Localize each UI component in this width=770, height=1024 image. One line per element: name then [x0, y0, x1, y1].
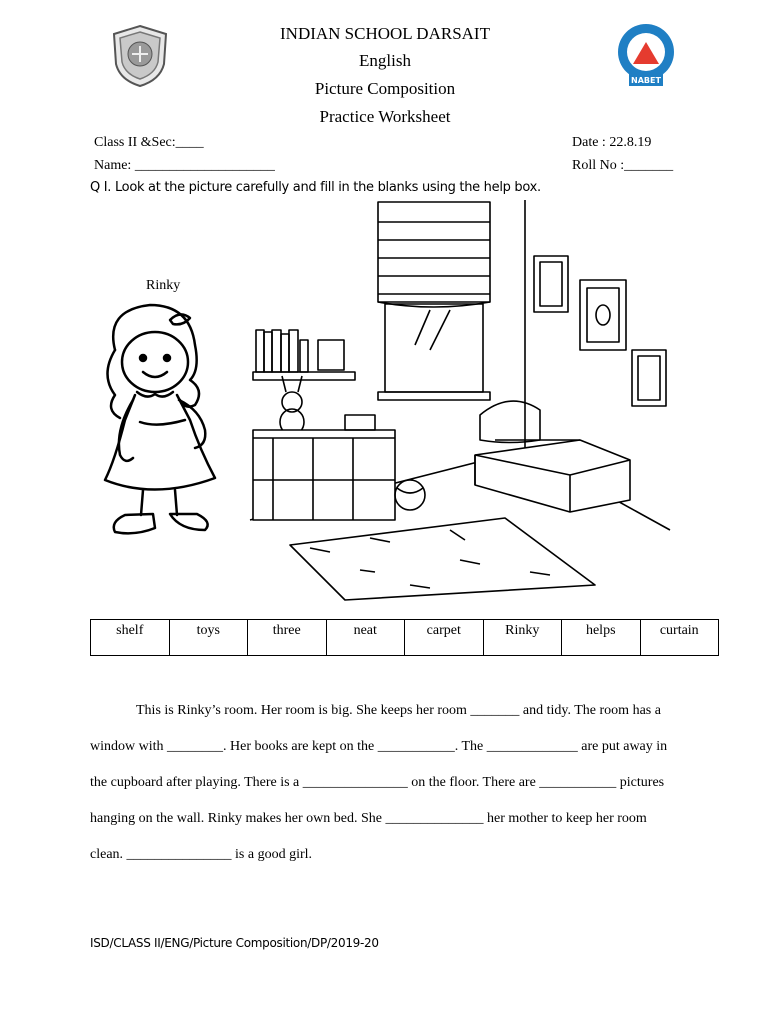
bedroom-illustration — [250, 200, 690, 600]
paragraph-line: the cupboard after playing. There is a _______________ on the floor. There are ___________ pictures — [90, 775, 665, 790]
paragraph-line: clean. _______________ is a good girl. — [90, 847, 313, 862]
help-word: shelf — [91, 620, 170, 656]
help-word: carpet — [405, 620, 484, 656]
help-box-table — [90, 619, 719, 656]
question-instruction: Q I. Look at the picture carefully and fill in the blanks using the help box. — [90, 180, 541, 195]
badge-text: NABET — [631, 76, 661, 85]
paragraph-line: window with ________. Her books are kept on the ___________. The _____________ are put away in — [90, 739, 668, 754]
subject-title: English — [359, 51, 411, 70]
girl-illustration — [95, 300, 235, 540]
school-name: INDIAN SCHOOL DARSAIT — [280, 24, 490, 43]
topic-title: Picture Composition — [314, 79, 456, 98]
date-field: Date : 22.8.19 — [572, 135, 652, 150]
name-field: Name: ____________________ — [94, 158, 275, 173]
sheet-title: Practice Worksheet — [319, 107, 451, 126]
help-word: curtain — [640, 620, 719, 656]
help-word: three — [248, 620, 327, 656]
paragraph-line: This is Rinky’s room. Her room is big. She keeps her room _______ and tidy. The room has a — [136, 703, 661, 718]
help-word: Rinky — [483, 620, 562, 656]
help-word: toys — [169, 620, 248, 656]
document-footer: ISD/CLASS II/ENG/Picture Composition/DP/2019-20 — [90, 936, 379, 950]
help-word: neat — [326, 620, 405, 656]
paragraph-line: hanging on the wall. Rinky makes her own bed. She ______________ her mother to keep her room — [90, 811, 647, 826]
character-label: Rinky — [146, 278, 181, 293]
roll-number-field: Roll No :_______ — [572, 158, 674, 173]
class-section-field: Class II &Sec:____ — [94, 135, 204, 150]
help-word: helps — [562, 620, 641, 656]
